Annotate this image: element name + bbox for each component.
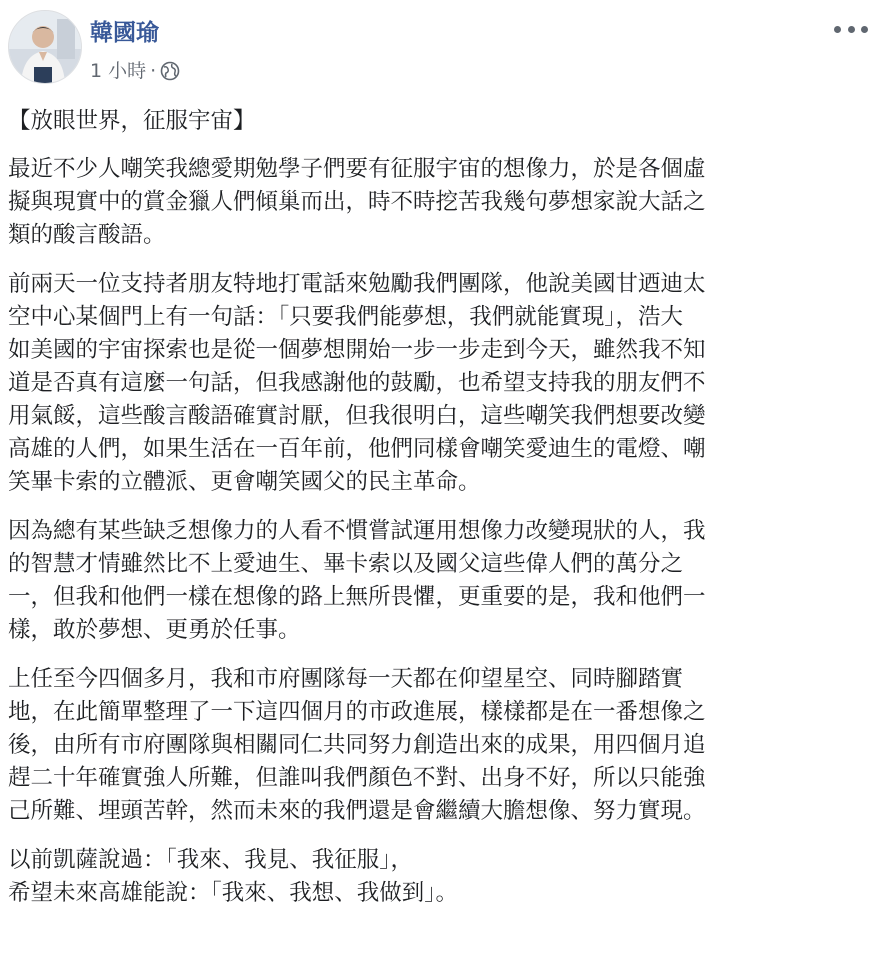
text-line: 如美國的宇宙探索也是從一個夢想開始一步一步走到今天，雖然我不知 (8, 337, 706, 363)
post-body (8, 105, 874, 926)
text-line: 地，在此簡單整理了一下這四個月的市政進展，樣樣都是在一番想像之 (8, 699, 706, 725)
profile-photo (9, 11, 81, 83)
more-dot (834, 26, 841, 33)
text-line: 最近不少人嘲笑我總愛期勉學子們要有征服宇宙的想像力，於是各個虛 (8, 156, 706, 182)
more-options-icon[interactable] (834, 18, 868, 40)
text-line: 上任至今四個多月，我和市府團隊每一天都在仰望星空、同時腳踏實 (8, 666, 684, 692)
text-line: 用氣餒，這些酸言酸語確實討厭，但我很明白，這些嘲笑我們想要改變 (8, 403, 706, 429)
post-title: 【放眼世界，征服宇宙】 (8, 108, 256, 134)
author-name[interactable]: 韓國瑜 (90, 20, 159, 46)
paragraph-2 (8, 268, 874, 499)
paragraph-4 (8, 663, 874, 828)
globe-icon[interactable] (160, 61, 180, 81)
text-line: 高雄的人們，如果生活在一百年前，他們同樣會嘲笑愛迪生的電燈、嘲 (8, 436, 706, 462)
post-meta (90, 58, 180, 84)
text-line: 空中心某個門上有一句話：「只要我們能夢想，我們就能實現」，浩大 (8, 304, 684, 330)
more-dot (848, 26, 855, 33)
text-line: 笑畢卡索的立體派、更會嘲笑國父的民主革命。 (8, 469, 481, 495)
text-line: 類的酸言酸語。 (8, 222, 166, 248)
text-line: 以前凱薩說過：「我來、我見、我征服」， (8, 847, 414, 873)
text-line: 趕二十年確實強人所難，但誰叫我們顏色不對、出身不好，所以只能強 (8, 765, 706, 791)
post-header (0, 0, 882, 100)
text-line: 己所難、埋頭苦幹，然而未來的我們還是會繼續大膽想像、努力實現。 (8, 798, 706, 824)
text-line: 擬與現實中的賞金獵人們傾巢而出，時不時挖苦我幾句夢想家說大話之 (8, 189, 706, 215)
text-line: 因為總有某些缺乏想像力的人看不慣嘗試運用想像力改變現狀的人，我 (8, 518, 706, 544)
text-line: 的智慧才情雖然比不上愛迪生、畢卡索以及國父這些偉人們的萬分之 (8, 551, 684, 577)
paragraph-3 (8, 515, 874, 647)
text-line: 希望未來高雄能說：「我來、我想、我做到」。 (8, 880, 459, 906)
text-line: 前兩天一位支持者朋友特地打電話來勉勵我們團隊，他說美國甘迺迪太 (8, 271, 706, 297)
more-dot (861, 26, 868, 33)
avatar[interactable] (8, 10, 82, 84)
text-line: 一，但我和他們一樣在想像的路上無所畏懼，更重要的是，我和他們一 (8, 584, 706, 610)
paragraph-5 (8, 844, 874, 910)
paragraph-1 (8, 153, 874, 252)
text-line: 後，由所有市府團隊與相關同仁共同努力創造出來的成果，用四個月追 (8, 732, 706, 758)
text-line: 樣，敢於夢想、更勇於任事。 (8, 617, 301, 643)
text-line: 道是否真有這麼一句話，但我感謝他的鼓勵，也希望支持我的朋友們不 (8, 370, 706, 396)
meta-separator: · (150, 60, 157, 82)
post-timestamp[interactable]: 1 小時 (90, 60, 147, 82)
